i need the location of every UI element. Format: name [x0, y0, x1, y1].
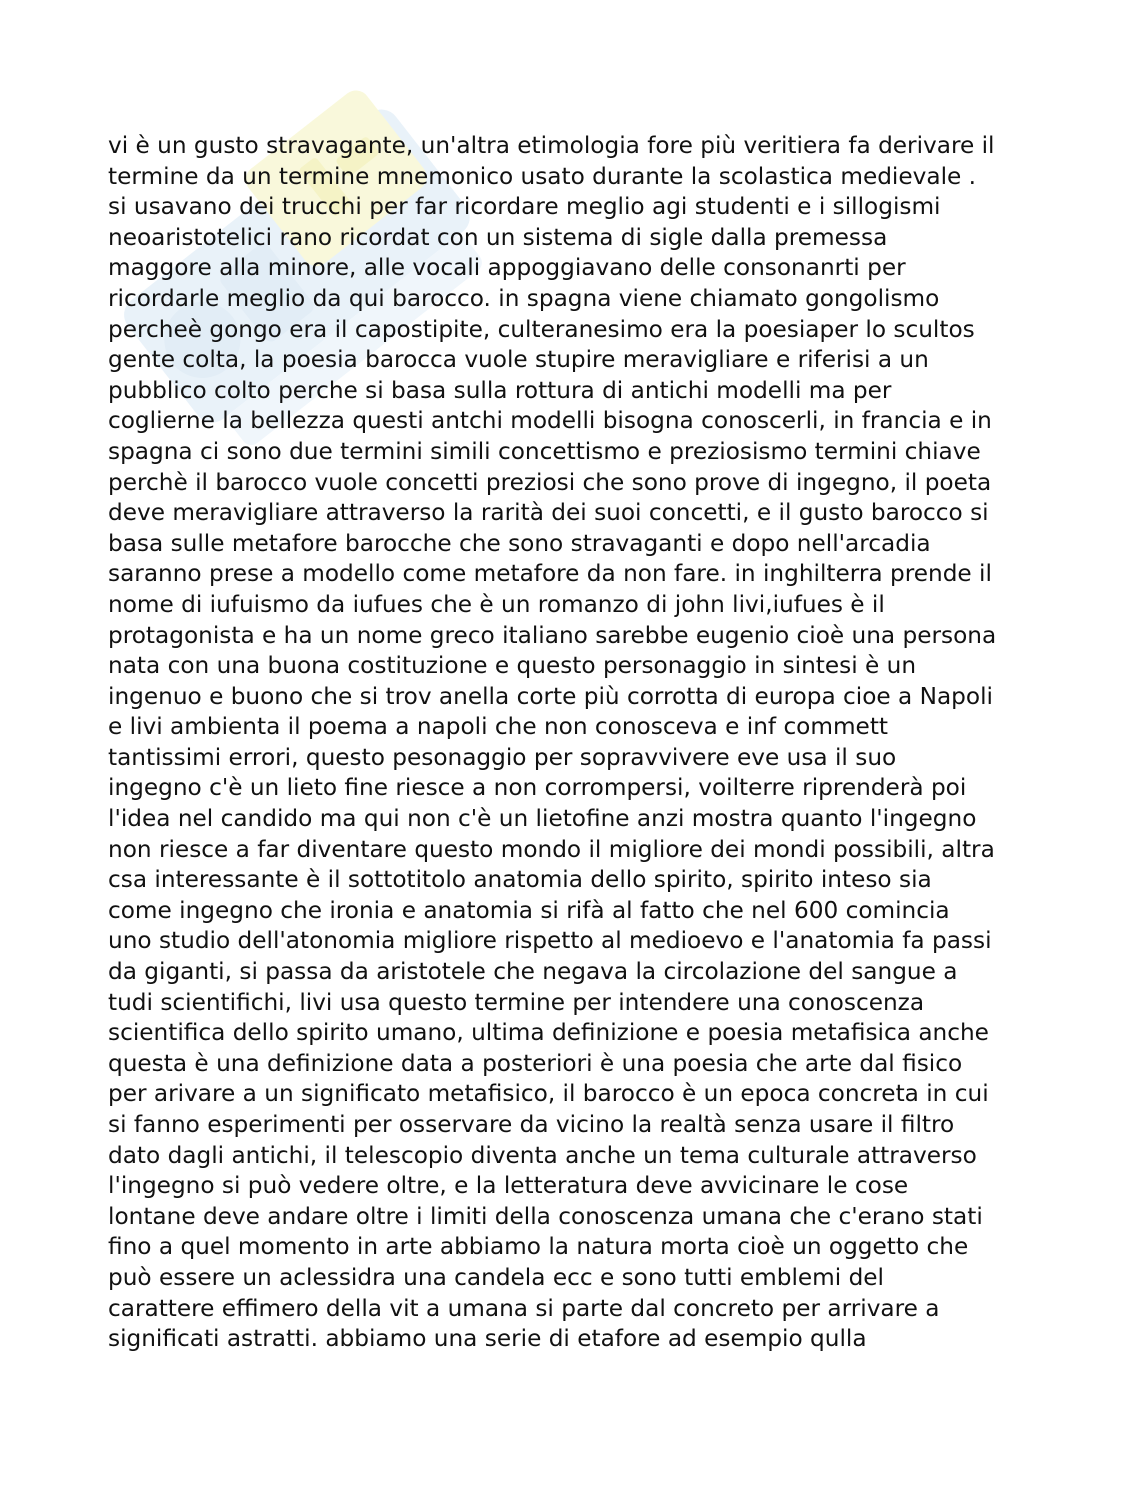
text-line: percheè gongo era il capostipite, culteranesimo era la poesiaper lo scultos — [108, 315, 975, 343]
text-line: neoaristotelici rano ricordat con un sistema di sigle dalla premessa — [108, 223, 888, 251]
text-line: carattere effimero della vit a umana si parte dal concreto per arrivare a — [108, 1294, 940, 1322]
text-line: non riesce a far diventare questo mondo il migliore dei mondi possibili, altra — [108, 835, 995, 863]
text-line: perchè il barocco vuole concetti preziosi che sono prove di ingegno, il poeta — [108, 468, 992, 496]
text-line: tudi scientifichi, livi usa questo termine per intendere una conoscenza — [108, 988, 925, 1016]
text-line: può essere un aclessidra una candela ecc e sono tutti emblemi del — [108, 1263, 884, 1291]
text-line: gente colta, la poesia barocca vuole stupire meravigliare e riferisi a un — [108, 346, 929, 374]
text-line: ingegno c'è un lieto fine riesce a non corrompersi, voilterre riprenderà poi — [108, 774, 967, 802]
text-line: coglierne la bellezza questi antchi modelli bisogna conoscerli, in francia e in — [108, 407, 992, 435]
text-line: l'idea nel candido ma qui non c'è un lietofine anzi mostra quanto l'ingegno — [108, 805, 977, 833]
text-line: tantissimi errori, questo pesonaggio per sopravvivere eve usa il suo — [108, 743, 897, 771]
text-line: ingenuo e buono che si trov anella corte più corrotta di europa cioe a Napoli — [108, 682, 993, 710]
text-line: si fanno esperimenti per osservare da vicino la realtà senza usare il filtro — [108, 1111, 955, 1138]
text-line: basa sulle metafore barocche che sono stravaganti e dopo nell'arcadia — [108, 529, 931, 557]
text-line: per arivare a un significato metafisico, il barocco è un epoca concreta in cui — [108, 1080, 989, 1108]
text-line: si usavano dei trucchi per far ricordare meglio agi studenti e i sillogismi — [108, 193, 941, 221]
text-line: csa interessante è il sottotitolo anatomia dello spirito, spirito inteso sia — [108, 866, 932, 894]
text-line: nata con una buona costituzione e questo personaggio in sintesi è un — [108, 652, 917, 680]
text-line: significati astratti. abbiamo una serie di etafore ad esempio qulla — [108, 1325, 867, 1353]
text-line: e livi ambienta il poema a napoli che non conosceva e inf commett — [108, 713, 888, 741]
text-line: saranno prese a modello come metafore da non fare. in inghilterra prende il — [108, 560, 992, 588]
text-line: nome di iufuismo da iufues che è un romanzo di john livi,iufues è il — [108, 590, 885, 618]
text-line: ricordarle meglio da qui barocco. in spagna viene chiamato gongolismo — [108, 284, 940, 312]
text-line: l'ingegno si può vedere oltre, e la letteratura deve avvicinare le cose — [108, 1172, 909, 1200]
text-line: protagonista e ha un nome greco italiano sarebbe eugenio cioè una persona — [108, 621, 997, 649]
text-line: fino a quel momento in arte abbiamo la natura morta cioè un oggetto che — [108, 1233, 969, 1261]
text-line: lontane deve andare oltre i limiti della conoscenza umana che c'erano stati — [108, 1202, 983, 1230]
text-line: uno studio dell'atonomia migliore rispetto al medioevo e l'anatomia fa passi — [108, 927, 992, 955]
text-line: maggore alla minore, alle vocali appoggiavano delle consonanrti per — [108, 254, 906, 282]
text-line: spagna ci sono due termini simili concettismo e preziosismo termini chiave — [108, 437, 981, 465]
text-line: da giganti, si passa da aristotele che negava la circolazione del sangue a — [108, 958, 958, 986]
text-line: pubblico colto perche si basa sulla rottura di antichi modelli ma per — [108, 376, 892, 404]
text-line: questa è una definizione data a posteriori è una poesia che arte dal fisico — [108, 1049, 963, 1077]
text-line: deve meravigliare attraverso la rarità dei suoi concetti, e il gusto barocco si — [108, 499, 989, 527]
text-line: termine da un termine mnemonico usato durante la scolastica medievale . — [108, 162, 977, 190]
text-line: dato dagli antichi, il telescopio diventa anche un tema culturale attraverso — [108, 1141, 977, 1169]
text-line: come ingegno che ironia e anatomia si rifà al fatto che nel 600 comincia — [108, 896, 950, 924]
text-line: vi è un gusto stravagante, un'altra etimologia fore più veritiera fa derivare il — [108, 132, 995, 159]
document-body — [108, 131, 1068, 1355]
text-line: scientifica dello spirito umano, ultima definizione e poesia metafisica anche — [108, 1019, 989, 1047]
